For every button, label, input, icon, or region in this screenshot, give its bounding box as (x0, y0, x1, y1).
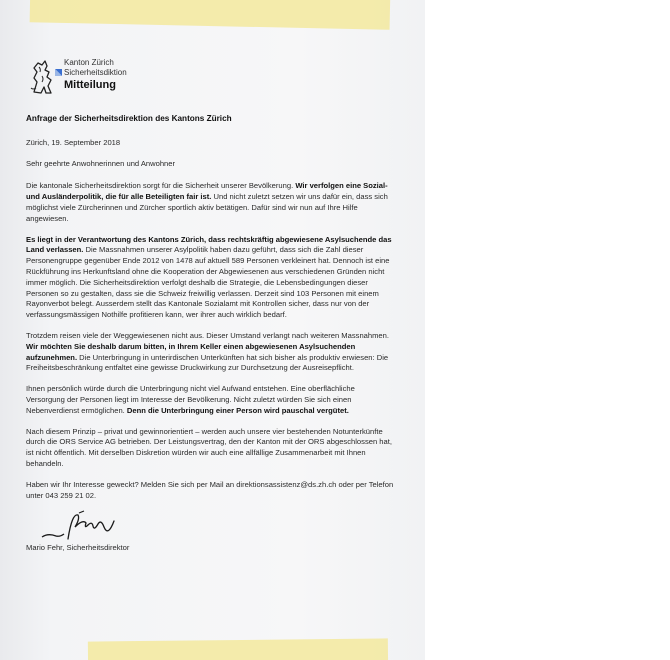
emphasized-text: Wir möchten Sie deshalb darum bitten, in Ihrem Keller einen abgewiesenen Asylsuchenden aufzunehmen. (26, 341, 356, 362)
paragraph-text: Nach diesem Prinzip – privat und gewinnorientiert – werden auch unsere vier bestehenden Notunterkünfte durch die ORS Service AG betrieben. Der Leistungsvertrag, den der Kanton mit der ORS abgeschlossen hat, ist nicht öffentlich. Mit derselben Diskretion würden wir auch eine allfällige Zusammenarbeit mit Ihnen behandeln. (26, 426, 392, 468)
org-department-line (64, 68, 127, 78)
letter-date: Zürich, 19. September 2018 (26, 137, 121, 147)
paragraph-text: Die kantonale Sicherheitsdirektion sorgt für die Sicherheit unserer Bevölkerung. (26, 181, 296, 191)
paragraph-text: Ihnen persönlich würde durch die Unterbringung nicht viel Aufwand entstehen. Eine oberflächliche Versorgung der Personen liegt im Interesse der Bevölkerung. Nicht zuletzt würden Sie sich einen Nebenverdienst ermöglichen. (26, 384, 355, 415)
signoff-line: Mario Fehr, Sicherheitsdirektor (26, 543, 130, 553)
org-name-line: Kanton Zürich (64, 58, 114, 67)
contact-paragraph: Haben wir Ihr Interesse geweckt? Melden Sie sich per Mail an direktionsassistenz@ds.zh.ch oder per Telefon unter 043 259 21 02. (26, 479, 394, 500)
document-type-title: Mitteilung (64, 79, 116, 91)
blue-square-icon (55, 69, 62, 76)
paragraph-text: Die Unterbringung in unterirdischen Unterkünften hat sich bisher als produktiv erwiesen: Die Freiheitsbeschränkung entfaltet eine gewisse Druckwirkung zur Durchsetzung der Ausreisepflicht. (26, 352, 389, 373)
adhesive-tape-top (30, 0, 391, 30)
emphasized-text: Es liegt in der Verantwortung des Kantons Zürich, dass rechtskräftig abgewiesene Asylsuchende das Land verlassen. (26, 234, 392, 255)
paragraph-text: Und nicht zuletzt setzen wir uns dafür ein, dass sich möglichst viele Zürcherinnen und Zürcher sportlich aktiv betätigen. Dafür sind wir nun auf Ihre Hilfe angewiesen. (26, 192, 388, 223)
letter-salutation: Sehr geehrte Anwohnerinnen und Anwohner (26, 158, 176, 168)
handwritten-signature (38, 509, 138, 543)
body-paragraph (26, 427, 394, 470)
paragraph-text: Die Massnahmen unserer Asylpolitik haben dazu geführt, dass sich die Zahl dieser Personengruppe gegenüber Ende 2012 von 1478 auf aktuell 589 Personen verkleinert hat. Dennoch ist eine Rückführung ins Herkunftsland ohne die Kooperation der Abgewiesenen aus verschiedenen Gründen nicht immer möglich. Die Sicherheitsdirektion verfolgt deshalb die Strategie, die Lebensbedingungen dieser Personen so zu gestalten, dass sie die Schweiz freiwillig verlassen. Derzeit sind 103 Personen mit einem Rayonverbot belegt. Ausserdem stellt das Kantonale Sozialamt mit Kontrollen sicher, dass nur von der verfassungsmässigen Nothilfe profitieren kann, wer ihrer auch wirklich bedarf. (26, 245, 390, 320)
body-paragraph (26, 235, 394, 321)
letter-body (26, 114, 394, 554)
body-paragraph (26, 384, 394, 416)
emphasized-text: Wir verfolgen eine Sozial- und Ausländerpolitik, die für alle Beteiligten fair ist. (26, 181, 388, 202)
paragraph-text: Trotzdem reisen viele der Weggewiesenen nicht aus. Dieser Umstand verlangt nach weiteren Massnahmen. (26, 330, 389, 340)
adhesive-tape-bottom (88, 638, 388, 660)
letterhead (64, 58, 127, 90)
body-paragraph (26, 331, 394, 374)
letter-subject: Anfrage der Sicherheitsdirektion des Kantons Zürich (26, 114, 232, 123)
emphasized-text: Denn die Unterbringung einer Person wird pauschal vergütet. (126, 405, 349, 415)
body-paragraph (26, 181, 394, 224)
zurich-lion-logo-icon (28, 58, 58, 96)
org-department-text: Sicherheitsdiktion (64, 68, 127, 77)
letter-paragraphs (26, 181, 394, 469)
